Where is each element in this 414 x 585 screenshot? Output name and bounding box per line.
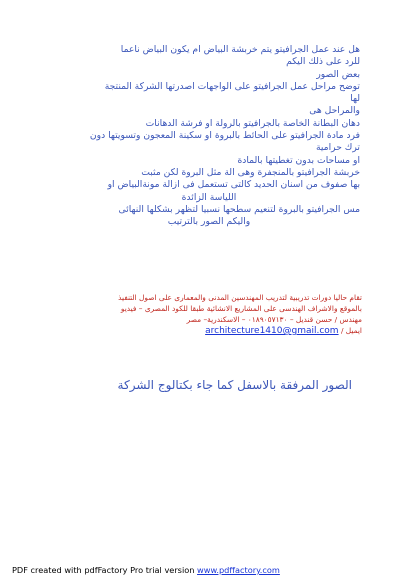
body-line: مس الجرافيتو بالبروة لتنعيم سطحها نسبيا لتظهر بشكلها النهائى [118, 203, 360, 215]
body-line: بها صفوف من اسنان الحديد كالتى تستعمل فى ازالة مونةالبياض او [107, 179, 360, 191]
pdf-footer [12, 565, 280, 575]
email-line [58, 325, 362, 337]
email-link[interactable]: architecture1410@gmail.com [205, 326, 339, 336]
body-line: والمراحل هى [309, 105, 360, 117]
body-line: دهان البطانة الخاصة بالجرافيتو بالرولة او فرشة الدهانات [145, 117, 360, 129]
footer-link[interactable]: www.pdffactory.com [197, 565, 280, 575]
body-line: واليكم الصور بالترتيب [167, 216, 251, 228]
body-line: او مساحات بدون تغطيتها بالمادة [237, 154, 360, 166]
images-caption: الصور المرفقة بالاسفل كما جاء بكتالوج الشركة [117, 378, 352, 392]
body-line: خربشة الجرافيتو بالمنجفرة وهى الة مثل البروة لكن مثبت [141, 166, 360, 178]
body-line: فرد مادة الجرافيتو على الحائط بالبروة او سكينة المعجون وتسويتها دون [89, 130, 360, 142]
notice-line: مهندس / حسن قنديل – ٠١٨٩٠٥٧١٣٠ – الاسكندرية– مصر [186, 315, 362, 324]
footer-text: PDF created with pdfFactory Pro trial version [12, 565, 195, 575]
body-line: توضح مراحل عمل الجرافيتو على الواجهات اصدرتها الشركة المنتجة [104, 80, 360, 92]
body-line: لها [350, 93, 360, 105]
notice-line: تقام حاليا دورات تدريبية لتدريب المهندسين المدنى والمعمارى على اصول التنفيذ [118, 293, 362, 302]
body-text [58, 44, 360, 228]
body-line: ترك حرامية [315, 142, 360, 154]
body-line: للرد على ذلك اليكم [286, 56, 360, 68]
body-line: بعض الصور [316, 68, 360, 80]
email-label: ايميل / [340, 326, 362, 335]
notice-line: بالموقع والاشراف الهندسى على المشاريع الانشائية طبقا للكود المصرى – فيديو [120, 304, 362, 313]
body-line: هل عند عمل الجرافيتو يتم خربشة البياض ام يكون البياض ناعما [120, 44, 360, 55]
course-notice [58, 292, 362, 337]
body-line: اللياسة الزائدة [181, 191, 237, 203]
